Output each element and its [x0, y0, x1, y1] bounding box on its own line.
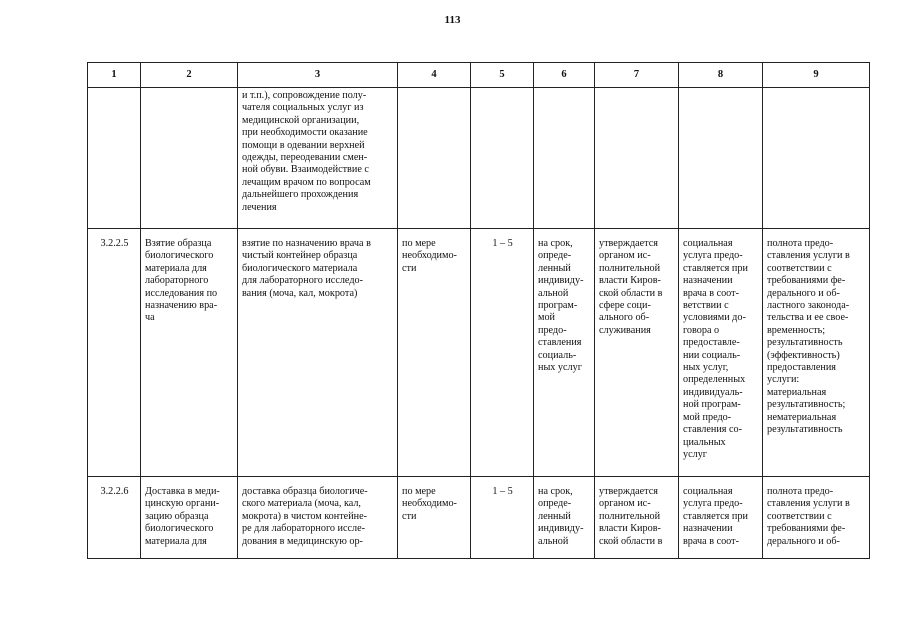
- table-cell: [238, 477, 398, 559]
- cell-text-line: органом ис-: [599, 250, 651, 262]
- table-cell: [679, 229, 763, 477]
- cell-text-line: ленный: [538, 262, 571, 274]
- cell-text-line: назначении: [683, 523, 733, 535]
- cell-text-line: медицинской организации,: [242, 114, 360, 126]
- cell-text-line: соответствии с: [767, 510, 832, 522]
- cell-text-line: на срок,: [538, 238, 573, 249]
- cell-text-line: услуг: [683, 448, 707, 460]
- table-header-row: [88, 63, 870, 88]
- cell-text-line: ставления со-: [683, 424, 743, 436]
- cell-text-line: требованиями фе-: [767, 275, 846, 287]
- cell-text-line: мокрота) в чистом контейне-: [242, 510, 368, 522]
- cell-text-line: индивиду-: [538, 523, 584, 535]
- column-header: 2: [141, 63, 238, 88]
- cell-text-line: биологического: [145, 250, 214, 262]
- cell-text-line: органом ис-: [599, 498, 651, 510]
- page-number: 113: [444, 14, 461, 26]
- table-cell: [398, 229, 471, 477]
- cell-text-line: лечения: [242, 201, 277, 213]
- cell-text-line: дерального и об-: [767, 535, 840, 547]
- cell-text-line: исследования по: [145, 287, 218, 299]
- column-header: 1: [88, 63, 141, 88]
- cell-text-line: ных услуг,: [683, 362, 729, 374]
- cell-text-line: врача в соот-: [683, 287, 739, 299]
- table-cell: [238, 88, 398, 229]
- cell-text-line: говора о: [683, 324, 720, 336]
- cell-text-line: полнота предо-: [767, 238, 834, 249]
- cell-text-line: предоставления: [767, 362, 836, 374]
- cell-text-line: полнота предо-: [767, 486, 834, 497]
- table-cell: [595, 229, 679, 477]
- cell-text-line: 3.2.2.5: [100, 238, 129, 249]
- cell-text-line: условиями до-: [683, 312, 746, 324]
- cell-text-line: чателя социальных услуг из: [242, 102, 364, 114]
- cell-text-line: требованиями фе-: [767, 523, 846, 535]
- table-cell: [471, 229, 534, 477]
- cell-text-line: индивидуаль-: [683, 386, 743, 398]
- cell-text-line: Взятие образца: [145, 238, 212, 249]
- cell-text-line: ча: [145, 312, 155, 324]
- cell-text-line: ных услуг: [538, 362, 582, 374]
- cell-text-line: временность;: [767, 324, 826, 336]
- table-cell: [141, 88, 238, 229]
- column-header: 4: [398, 63, 471, 88]
- table-cell: [763, 88, 870, 229]
- cell-text-line: 1 – 5: [492, 486, 513, 497]
- table-cell: [679, 477, 763, 559]
- cell-text-line: по мере: [402, 486, 436, 497]
- cell-text-line: альной: [538, 287, 569, 299]
- cell-text-line: социальная: [683, 238, 733, 249]
- cell-text-line: результативность: [767, 424, 843, 436]
- table-row: [88, 88, 870, 229]
- cell-text-line: ставления услуги в: [767, 498, 850, 510]
- column-header: 8: [679, 63, 763, 88]
- table-cell: [595, 88, 679, 229]
- cell-text-line: при необходимости оказание: [242, 127, 368, 139]
- cell-text-line: биологического: [145, 523, 214, 535]
- cell-text-line: Доставка в меди-: [145, 486, 220, 497]
- cell-text-line: услуги:: [767, 374, 800, 386]
- cell-text-line: на срок,: [538, 486, 573, 497]
- table-cell: [238, 229, 398, 477]
- cell-text-line: ластного законода-: [767, 300, 850, 312]
- table-cell: [679, 88, 763, 229]
- cell-text-line: утверждается: [599, 486, 658, 497]
- cell-text-line: помощи в одевании верхней: [242, 139, 365, 151]
- cell-text-line: необходимо-: [402, 498, 457, 510]
- cell-text-line: материала для: [145, 262, 207, 274]
- cell-text-line: опреде-: [538, 498, 572, 510]
- cell-text-line: необходимо-: [402, 250, 457, 262]
- cell-text-line: соответствии с: [767, 262, 832, 274]
- cell-text-line: определенных: [683, 374, 746, 386]
- column-header: 6: [534, 63, 595, 88]
- table-cell: [141, 229, 238, 477]
- table-cell: [534, 88, 595, 229]
- cell-text-line: назначению вра-: [145, 300, 218, 312]
- table-cell: [398, 88, 471, 229]
- cell-text-line: чистый контейнер образца: [242, 250, 358, 262]
- cell-text-line: социаль-: [538, 349, 577, 361]
- cell-text-line: услуга предо-: [683, 498, 743, 510]
- cell-text-line: взятие по назначению врача в: [242, 238, 371, 249]
- cell-text-line: дования в медицинскую ор-: [242, 535, 363, 547]
- cell-text-line: ского материала (моча, кал,: [242, 498, 361, 510]
- cell-text-line: утверждается: [599, 238, 658, 249]
- cell-text-line: нематериальная: [767, 411, 837, 423]
- cell-text-line: власти Киров-: [599, 275, 661, 287]
- cell-text-line: лечащим врачом по вопросам: [242, 176, 371, 188]
- cell-text-line: нии социаль-: [683, 349, 741, 361]
- cell-text-line: для лабораторного исследо-: [242, 275, 363, 287]
- table-cell: [534, 477, 595, 559]
- cell-text-line: альной: [538, 535, 569, 547]
- cell-text-line: служивания: [599, 324, 651, 336]
- column-header: 3: [238, 63, 398, 88]
- cell-text-line: материала для: [145, 535, 207, 547]
- table-cell: [88, 88, 141, 229]
- cell-text-line: дальнейшего прохождения: [242, 189, 359, 201]
- cell-text-line: (эффективность): [767, 349, 840, 361]
- table-cell: [471, 88, 534, 229]
- table-cell: [471, 477, 534, 559]
- cell-text-line: по мере: [402, 238, 436, 249]
- cell-text-line: лабораторного: [145, 275, 209, 287]
- cell-text-line: врача в соот-: [683, 535, 739, 547]
- cell-text-line: ре для лабораторного иссле-: [242, 523, 366, 535]
- cell-text-line: ской области в: [599, 535, 663, 547]
- table-cell: [534, 229, 595, 477]
- cell-text-line: доставка образца биологиче-: [242, 486, 368, 497]
- cell-text-line: предоставле-: [683, 337, 740, 349]
- cell-text-line: биологического материала: [242, 262, 358, 274]
- cell-text-line: результативность: [767, 337, 843, 349]
- cell-text-line: ветствии с: [683, 300, 729, 312]
- cell-text-line: ставляется при: [683, 262, 748, 274]
- table-row: [88, 477, 870, 559]
- cell-text-line: материальная: [767, 386, 827, 398]
- cell-text-line: услуга предо-: [683, 250, 743, 262]
- cell-text-line: програм-: [538, 300, 578, 312]
- cell-text-line: индивиду-: [538, 275, 584, 287]
- cell-text-line: 1 – 5: [492, 238, 513, 249]
- cell-text-line: опреде-: [538, 250, 572, 262]
- cell-text-line: цинскую органи-: [145, 498, 220, 510]
- cell-text-line: ставления: [538, 337, 582, 349]
- cell-text-line: ставляется при: [683, 510, 748, 522]
- services-table: [87, 62, 870, 559]
- column-header: 7: [595, 63, 679, 88]
- cell-text-line: предо-: [538, 324, 567, 336]
- cell-text-line: ской области в: [599, 287, 663, 299]
- table-row: [88, 229, 870, 477]
- cell-text-line: полнительной: [599, 262, 661, 274]
- column-header: 9: [763, 63, 870, 88]
- table-cell: [763, 229, 870, 477]
- cell-text-line: мой предо-: [683, 411, 732, 423]
- cell-text-line: сфере соци-: [599, 300, 651, 312]
- cell-text-line: мой: [538, 312, 555, 324]
- table-cell: [88, 229, 141, 477]
- cell-text-line: сти: [402, 262, 417, 274]
- cell-text-line: социальная: [683, 486, 733, 497]
- table-cell: [398, 477, 471, 559]
- cell-text-line: и т.п.), сопровождение полу-: [242, 90, 367, 101]
- column-header: 5: [471, 63, 534, 88]
- table-cell: [141, 477, 238, 559]
- cell-text-line: ной програм-: [683, 399, 741, 411]
- cell-text-line: назначении: [683, 275, 733, 287]
- table-cell: [88, 477, 141, 559]
- cell-text-line: сти: [402, 510, 417, 522]
- table-cell: [763, 477, 870, 559]
- cell-text-line: ной обуви. Взаимодействие с: [242, 164, 369, 176]
- cell-text-line: 3.2.2.6: [100, 486, 129, 497]
- cell-text-line: власти Киров-: [599, 523, 661, 535]
- cell-text-line: ленный: [538, 510, 571, 522]
- cell-text-line: полнительной: [599, 510, 661, 522]
- cell-text-line: ального об-: [599, 312, 650, 324]
- cell-text-line: зацию образца: [145, 510, 209, 522]
- table-cell: [595, 477, 679, 559]
- cell-text-line: результативность;: [767, 399, 846, 411]
- cell-text-line: циальных: [683, 436, 726, 448]
- cell-text-line: одежды, переодевании смен-: [242, 152, 368, 164]
- cell-text-line: дерального и об-: [767, 287, 840, 299]
- cell-text-line: вания (моча, кал, мокрота): [242, 287, 358, 299]
- cell-text-line: ставления услуги в: [767, 250, 850, 262]
- cell-text-line: тельства и ее свое-: [767, 312, 849, 324]
